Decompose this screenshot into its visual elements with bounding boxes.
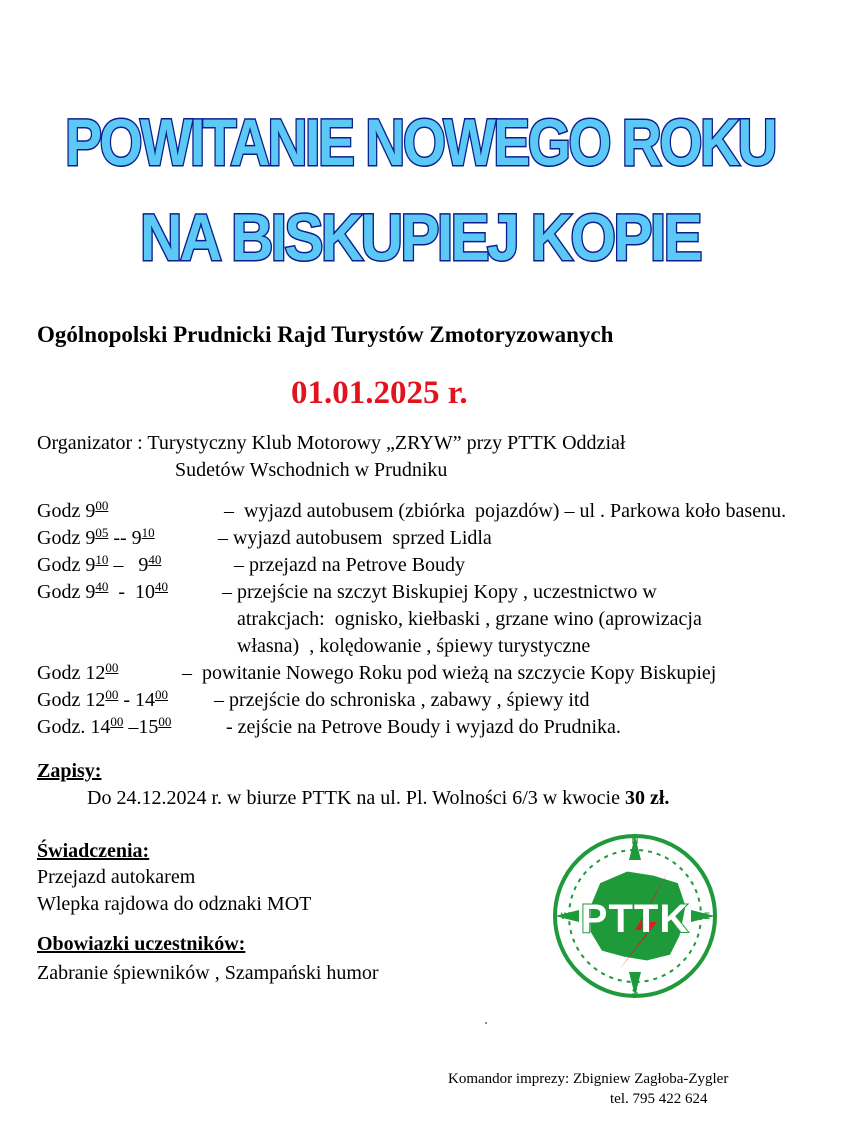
schedule-prefix: Godz bbox=[37, 689, 81, 711]
schedule-description-line: – powitanie Nowego Roku pod wieżą na szczycie Kopy Biskupiej bbox=[182, 662, 717, 684]
start-hour: 12 bbox=[85, 689, 106, 711]
start-minutes: 00 bbox=[105, 687, 119, 702]
schedule-description bbox=[222, 579, 702, 660]
zapisy-price: 30 zł. bbox=[624, 787, 670, 809]
start-minutes: 05 bbox=[95, 525, 109, 540]
obowiazki-heading: Obowiazki uczestników: bbox=[37, 933, 246, 955]
start-hour: 14 bbox=[90, 716, 111, 738]
schedule-description bbox=[234, 552, 465, 579]
time-separator: - bbox=[118, 689, 135, 711]
zapisy-description: Do 24.12.2024 r. w biurze PTTK na ul. Pl. Wolności 6/3 w kwocie bbox=[87, 787, 625, 809]
end-minutes: 00 bbox=[158, 714, 172, 729]
commander-line: Komandor imprezy: Zbigniew Zagłoba-Zygler bbox=[448, 1071, 729, 1087]
start-hour: 9 bbox=[85, 500, 96, 522]
schedule-time bbox=[37, 714, 171, 741]
schedule-description bbox=[218, 525, 492, 552]
end-hour: 10 bbox=[135, 581, 155, 603]
schedule-description bbox=[226, 714, 621, 741]
schedule-prefix: Godz bbox=[37, 500, 81, 522]
banner-line-1: POWITANIE NOWEGO ROKU bbox=[65, 105, 775, 179]
swiadczenia-item: Przejazd autokarem bbox=[37, 866, 196, 888]
schedule-time bbox=[37, 552, 161, 579]
schedule-description-line: – przejazd na Petrove Boudy bbox=[234, 554, 466, 576]
schedule-prefix: Godz bbox=[37, 554, 81, 576]
schedule-description-line: atrakcjach: ognisko, kiełbaski , grzane wino (aprowizacja bbox=[222, 608, 702, 630]
end-minutes: 40 bbox=[148, 552, 162, 567]
schedule-prefix: Godz bbox=[37, 581, 81, 603]
end-hour: 9 bbox=[138, 554, 149, 576]
time-separator: – bbox=[123, 716, 139, 738]
schedule-description-line: – wyjazd autobusem (zbiórka pojazdów) – ul . Parkowa koło basenu. bbox=[224, 500, 787, 522]
compass-s-label: S bbox=[631, 987, 639, 997]
swiadczenia-list bbox=[37, 864, 311, 918]
start-minutes: 40 bbox=[95, 579, 109, 594]
end-hour: 9 bbox=[131, 527, 142, 549]
start-minutes: 00 bbox=[95, 498, 109, 513]
schedule-description bbox=[182, 660, 716, 687]
end-hour: 15 bbox=[138, 716, 159, 738]
organizer-line-2: Sudetów Wschodnich w Prudniku bbox=[175, 459, 448, 481]
compass-w-label: W bbox=[560, 911, 570, 921]
time-separator: – bbox=[108, 554, 139, 576]
schedule-description-line: – wyjazd autobusem sprzed Lidla bbox=[218, 527, 492, 549]
schedule-prefix: Godz bbox=[37, 527, 81, 549]
schedule-description bbox=[214, 687, 589, 714]
start-minutes: 10 bbox=[95, 552, 109, 567]
start-minutes: 00 bbox=[110, 714, 124, 729]
start-hour: 12 bbox=[85, 662, 106, 684]
zapisy-heading: Zapisy: bbox=[37, 760, 102, 782]
time-separator: - bbox=[108, 581, 135, 603]
zapisy-text bbox=[87, 785, 669, 812]
logo-text: PTTK bbox=[580, 897, 690, 941]
schedule-time bbox=[37, 579, 168, 606]
schedule-prefix: Godz bbox=[37, 662, 81, 684]
end-minutes: 00 bbox=[155, 687, 168, 702]
schedule-time bbox=[37, 525, 155, 552]
start-minutes: 00 bbox=[105, 660, 119, 675]
schedule-description-line: - zejście na Petrove Boudy i wyjazd do Prudnika. bbox=[226, 716, 621, 738]
event-subtitle: Ogólnopolski Prudnicki Rajd Turystów Zmotoryzowanych bbox=[37, 322, 614, 347]
end-minutes: 10 bbox=[141, 525, 155, 540]
start-hour: 9 bbox=[85, 527, 96, 549]
decorative-dot bbox=[485, 1022, 487, 1024]
title-banner bbox=[40, 60, 800, 300]
schedule-prefix: Godz. bbox=[37, 716, 86, 738]
banner-line-2: NA BISKUPIEJ KOPIE bbox=[140, 200, 701, 274]
schedule-description bbox=[224, 498, 786, 525]
schedule-description-line: – przejście na szczyt Biskupiej Kopy , uczestnictwo w bbox=[222, 581, 657, 603]
swiadczenia-item: Wlepka rajdowa do odznaki MOT bbox=[37, 893, 312, 915]
swiadczenia-heading: Świadczenia: bbox=[37, 840, 150, 862]
commander-phone: tel. 795 422 624 bbox=[610, 1091, 708, 1107]
compass-e-label: E bbox=[703, 911, 711, 921]
schedule-time bbox=[37, 687, 168, 714]
event-date: 01.01.2025 r. bbox=[291, 375, 468, 411]
end-hour: 14 bbox=[135, 689, 155, 711]
organizer-line-1: Organizator : Turystyczny Klub Motorowy „ZRYW” przy PTTK Oddział bbox=[37, 432, 626, 454]
schedule-time bbox=[37, 498, 108, 525]
time-separator: -- bbox=[108, 527, 132, 549]
compass-n-label: N bbox=[631, 836, 639, 846]
start-hour: 9 bbox=[85, 581, 96, 603]
end-minutes: 40 bbox=[155, 579, 168, 594]
pttk-logo bbox=[549, 830, 721, 1002]
schedule-description-line: własna) , kolędowanie , śpiewy turystyczne bbox=[222, 635, 591, 657]
obowiazki-text: Zabranie śpiewników , Szampański humor bbox=[37, 962, 379, 984]
schedule-description-line: – przejście do schroniska , zabawy , śpiewy itd bbox=[214, 689, 590, 711]
start-hour: 9 bbox=[85, 554, 96, 576]
schedule-time bbox=[37, 660, 118, 687]
